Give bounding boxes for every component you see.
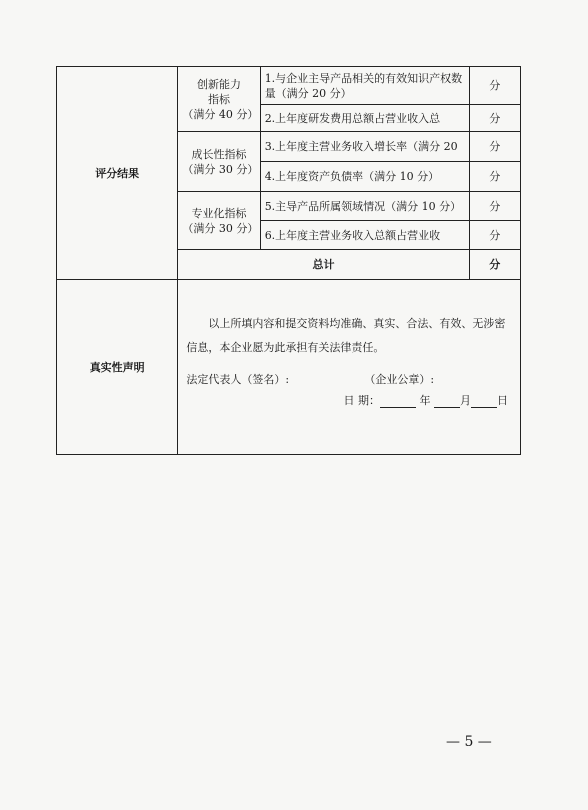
- item-score[interactable]: 分: [469, 132, 520, 162]
- item-text: 6.上年度主营业务收入总额占营业收: [260, 221, 469, 250]
- declaration-cell: [178, 280, 521, 455]
- item-score[interactable]: 分: [469, 105, 520, 132]
- day-label: 日: [497, 394, 508, 407]
- item-score[interactable]: 分: [469, 162, 520, 192]
- group-title-innovation: [178, 67, 260, 132]
- day-blank[interactable]: [471, 395, 497, 408]
- page-number: — 5 —: [446, 734, 492, 750]
- year-blank[interactable]: [380, 395, 416, 408]
- item-text: 2.上年度研发费用总额占营业收入总: [260, 105, 469, 132]
- total-score[interactable]: 分: [469, 250, 520, 280]
- table-row: [57, 67, 521, 105]
- month-blank[interactable]: [434, 395, 460, 408]
- date-label: 日 期：: [343, 394, 380, 407]
- item-score[interactable]: 分: [469, 67, 520, 105]
- item-text: 3.上年度主营业务收入增长率（满分 20: [260, 132, 469, 162]
- item-text: 5.主导产品所属领域情况（满分 10 分）: [260, 192, 469, 221]
- total-label: 总计: [178, 250, 469, 280]
- group-title-growth: [178, 132, 260, 192]
- company-seal-label[interactable]: （企业公章）:: [364, 373, 435, 386]
- signature-row: [186, 372, 510, 387]
- group-title-specialization: [178, 192, 260, 250]
- group-title-line: 专业化指标: [191, 206, 247, 220]
- item-score[interactable]: 分: [469, 221, 520, 250]
- year-label: 年: [419, 394, 431, 407]
- table-row-declaration: [57, 280, 521, 455]
- item-text: 1.与企业主导产品相关的有效知识产权数量（满分 20 分）: [260, 67, 469, 105]
- group-title-line: 成长性指标: [191, 147, 247, 161]
- group-title-line: （满分 40 分）: [182, 107, 259, 121]
- group-title-line: 指标: [208, 92, 231, 106]
- legal-rep-signature-label[interactable]: 法定代表人（签名）:: [186, 373, 290, 386]
- item-text: 4.上年度资产负债率（满分 10 分）: [260, 162, 469, 192]
- item-score[interactable]: 分: [469, 192, 520, 221]
- group-title-line: （满分 30 分）: [182, 221, 259, 235]
- group-title-line: （满分 30 分）: [182, 162, 259, 176]
- declaration-text: 以上所填内容和提交资料均准确、真实、合法、有效、无涉密信息，本企业愿为此承担有关法律责任。: [186, 317, 506, 354]
- declaration-label: 真实性声明: [57, 280, 178, 455]
- section-label-scoring: 评分结果: [57, 67, 178, 280]
- date-row: [186, 393, 510, 408]
- group-title-line: 创新能力: [197, 77, 242, 91]
- evaluation-table: [56, 66, 521, 455]
- month-label: 月: [460, 394, 471, 407]
